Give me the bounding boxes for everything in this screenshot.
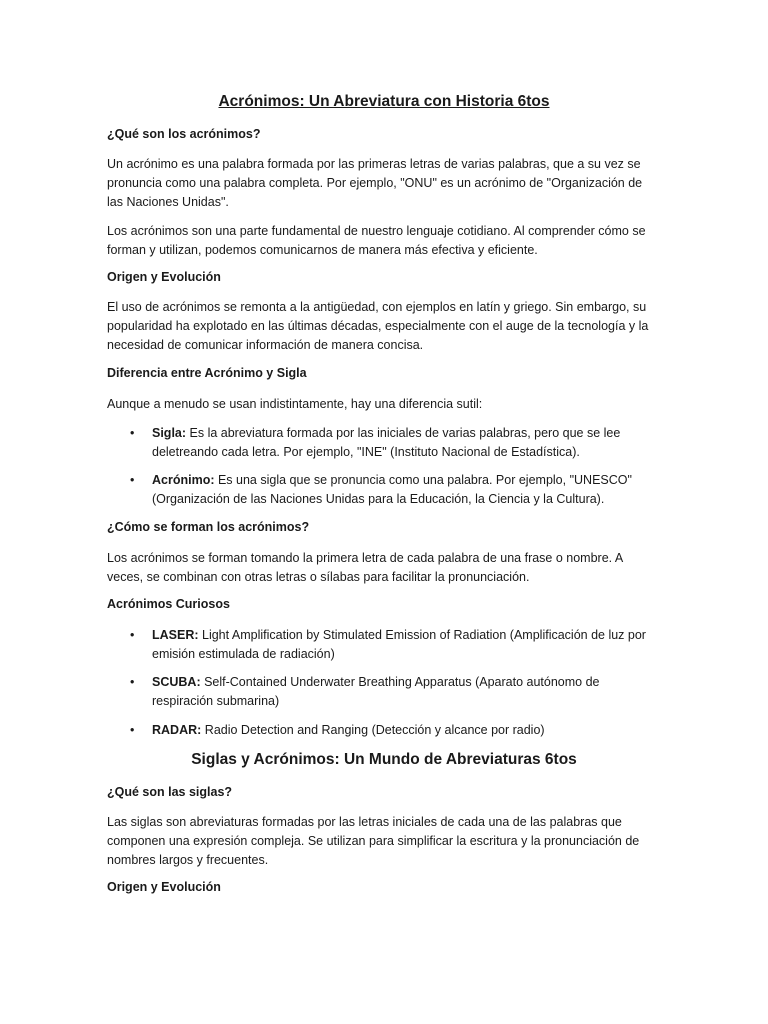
list-item-term: RADAR: (152, 723, 202, 737)
document-title: Acrónimos: Un Abreviatura con Historia 6tos (218, 93, 550, 110)
list-item-radar (152, 721, 652, 740)
list-item-sigla (152, 424, 652, 462)
list-item-laser (152, 626, 652, 664)
paragraph-diferencia: Aunque a menudo se usan indistintamente, hay una diferencia sutil: (107, 397, 483, 411)
heading-origen-siglas: Origen y Evolución (107, 880, 221, 894)
heading-curiosos: Acrónimos Curiosos (107, 597, 230, 611)
list-item-term: LASER: (152, 628, 199, 642)
list-item-term: Sigla: (152, 426, 187, 440)
list-item-term: Acrónimo: (152, 473, 215, 487)
paragraph-origen: El uso de acrónimos se remonta a la antigüedad, con ejemplos en latín y griego. Sin embargo, su popularidad ha explotado en las últimas décadas, especialmente con el auge de la tecnología y la necesidad de comunicar información de manera concisa. (107, 300, 649, 352)
heading-diferencia: Diferencia entre Acrónimo y Sigla (107, 366, 307, 380)
list-item-text: Es la abreviatura formada por las iniciales de varias palabras, pero que se lee deletreando cada letra. Por ejemplo, "INE" (Instituto Nacional de Estadística). (152, 426, 621, 459)
list-item-text: Es una sigla que se pronuncia como una palabra. Por ejemplo, "UNESCO" (Organización de las Naciones Unidas para la Educación, la Ciencia y la Cultura). (152, 473, 632, 506)
paragraph-siglas: Las siglas son abreviaturas formadas por las letras iniciales de cada una de las palabras que componen una expresión compleja. Se utilizan para simplificar la escritura y la pronunciación de nombres largos y frecuentes. (107, 815, 640, 867)
list-item-scuba (152, 673, 652, 711)
heading-como-se-forman: ¿Cómo se forman los acrónimos? (107, 520, 310, 534)
paragraph-importancia: Los acrónimos son una parte fundamental de nuestro lenguaje cotidiano. Al comprender cómo se forman y utilizan, podemos comunicarnos de manera más efectiva y eficiente. (107, 224, 646, 257)
list-item-text: Light Amplification by Stimulated Emission of Radiation (Amplificación de luz por emisión estimulada de radiación) (152, 628, 646, 661)
heading-que-son-acronimos: ¿Qué son los acrónimos? (107, 127, 261, 141)
section-title-siglas: Siglas y Acrónimos: Un Mundo de Abreviaturas 6tos (191, 751, 577, 768)
bullet-icon: • (130, 675, 135, 689)
list-item-acronimo (152, 471, 652, 509)
bullet-icon: • (130, 723, 135, 737)
list-item-text: Self-Contained Underwater Breathing Apparatus (Aparato autónomo de respiración submarina) (152, 675, 600, 708)
bullet-icon: • (130, 426, 135, 440)
heading-que-son-siglas: ¿Qué son las siglas? (107, 785, 233, 799)
paragraph-definicion: Un acrónimo es una palabra formada por las primeras letras de varias palabras, que a su vez se pronuncia como una palabra completa. Por ejemplo, "ONU" es un acrónimo de "Organización de las Naciones Unidas". (107, 157, 643, 209)
bullet-icon: • (130, 473, 135, 487)
heading-origen: Origen y Evolución (107, 270, 221, 284)
list-item-term: SCUBA: (152, 675, 201, 689)
list-item-text: Radio Detection and Ranging (Detección y alcance por radio) (201, 723, 545, 737)
bullet-icon: • (130, 628, 135, 642)
paragraph-formacion: Los acrónimos se forman tomando la primera letra de cada palabra de una frase o nombre. A veces, se combinan con otras letras o sílabas para facilitar la pronunciación. (107, 551, 623, 584)
